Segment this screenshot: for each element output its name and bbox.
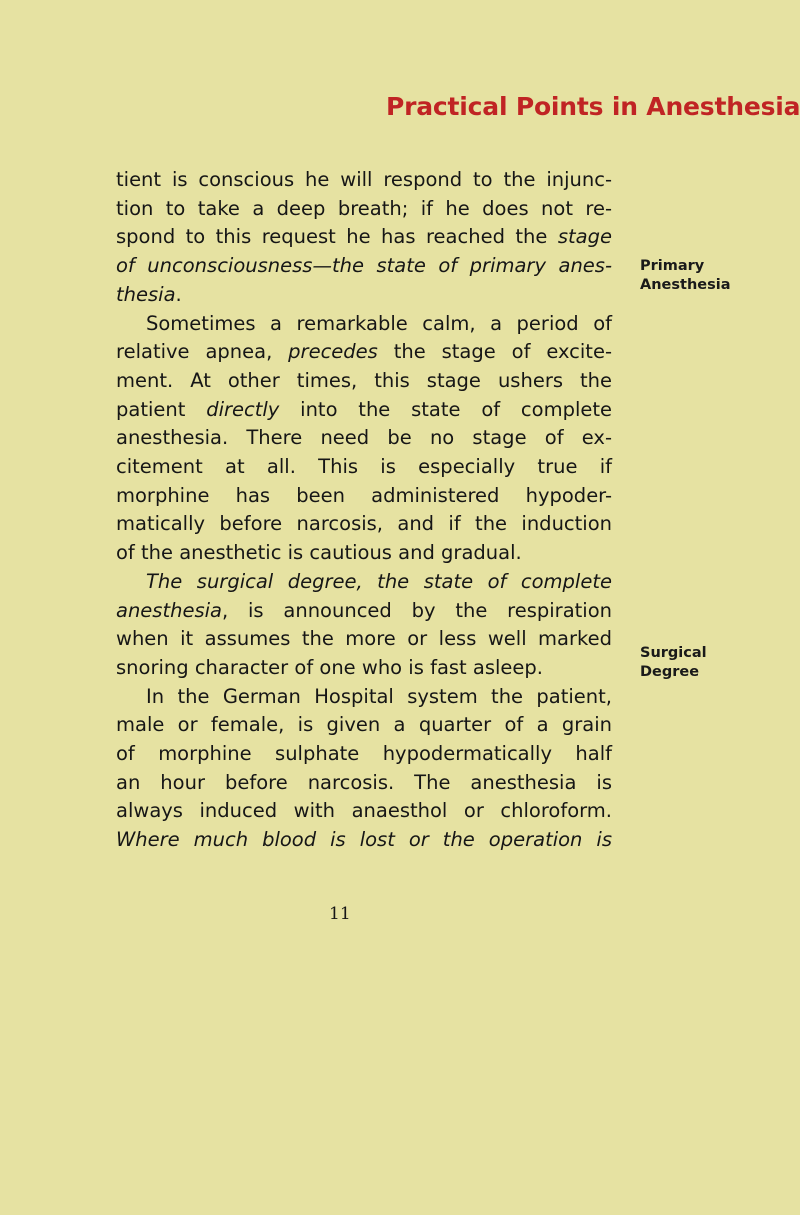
text-line: of the anesthetic is cautious and gradual. bbox=[116, 541, 522, 565]
text-run: into the state of complete bbox=[279, 397, 612, 421]
text-line bbox=[116, 338, 612, 367]
text-line: citement at all. This is especially true if bbox=[116, 455, 612, 479]
margin-note-surgical-degree bbox=[640, 644, 707, 682]
italic-run: stage bbox=[557, 225, 612, 249]
text-line: matically before narcosis, and if the induction bbox=[116, 512, 612, 536]
text-line bbox=[116, 826, 612, 855]
margin-note-primary-anesthesia bbox=[640, 257, 730, 295]
italic-run: The surgical degree, the state of complete bbox=[146, 569, 612, 593]
text-run: spond to this request he has reached the bbox=[116, 225, 558, 249]
text-run: , is announced by the respiration bbox=[222, 598, 612, 622]
margin-note-line: Anesthesia bbox=[640, 277, 731, 293]
text-run: the stage of excite- bbox=[377, 340, 612, 364]
text-line: when it assumes the more or less well marked bbox=[116, 627, 612, 651]
text-line: In the German Hospital system the patient, bbox=[146, 684, 612, 708]
text-line: tient is conscious he will respond to the injunc- bbox=[116, 168, 612, 191]
text-run: patient bbox=[116, 397, 207, 421]
italic-run: directly bbox=[206, 397, 280, 421]
text-line: anesthesia. There need be no stage of ex- bbox=[116, 426, 612, 450]
text-run: . bbox=[175, 282, 182, 306]
italic-run: precedes bbox=[288, 340, 378, 364]
italic-run: thesia bbox=[116, 282, 176, 306]
text-line: always induced with anaesthol or chloroform. bbox=[116, 799, 612, 823]
italic-run: anesthesia bbox=[116, 598, 222, 622]
margin-note-line: Surgical bbox=[640, 645, 707, 661]
text-line bbox=[116, 597, 612, 626]
text-line: an hour before narcosis. The anesthesia is bbox=[116, 770, 612, 794]
text-line: ment. At other times, this stage ushers the bbox=[116, 368, 612, 392]
text-line: of morphine sulphate hypodermatically half bbox=[116, 742, 612, 766]
text-line bbox=[116, 281, 612, 310]
text-run: relative apnea, bbox=[116, 340, 289, 364]
running-head: Practical Points in Anesthesia bbox=[386, 92, 800, 121]
text-line: morphine has been administered hypoder- bbox=[116, 483, 612, 507]
text-line bbox=[116, 252, 612, 281]
margin-note-line: Primary bbox=[640, 258, 705, 274]
text-line: Sometimes a remarkable calm, a period of bbox=[146, 311, 612, 335]
margin-note-line: Degree bbox=[640, 664, 700, 680]
text-line bbox=[116, 223, 612, 252]
text-line: tion to take a deep breath; if he does not re- bbox=[116, 196, 612, 220]
page-number: 11 bbox=[329, 904, 351, 924]
text-line: snoring character of one who is fast asleep. bbox=[116, 655, 544, 679]
text-line: male or female, is given a quarter of a grain bbox=[116, 713, 612, 737]
body-text bbox=[116, 166, 612, 855]
italic-run: of unconsciousness—the state of primary anes- bbox=[116, 254, 612, 278]
text-line bbox=[116, 568, 612, 597]
italic-run: Where much blood is lost or the operation is bbox=[116, 828, 612, 852]
text-line bbox=[116, 396, 612, 425]
